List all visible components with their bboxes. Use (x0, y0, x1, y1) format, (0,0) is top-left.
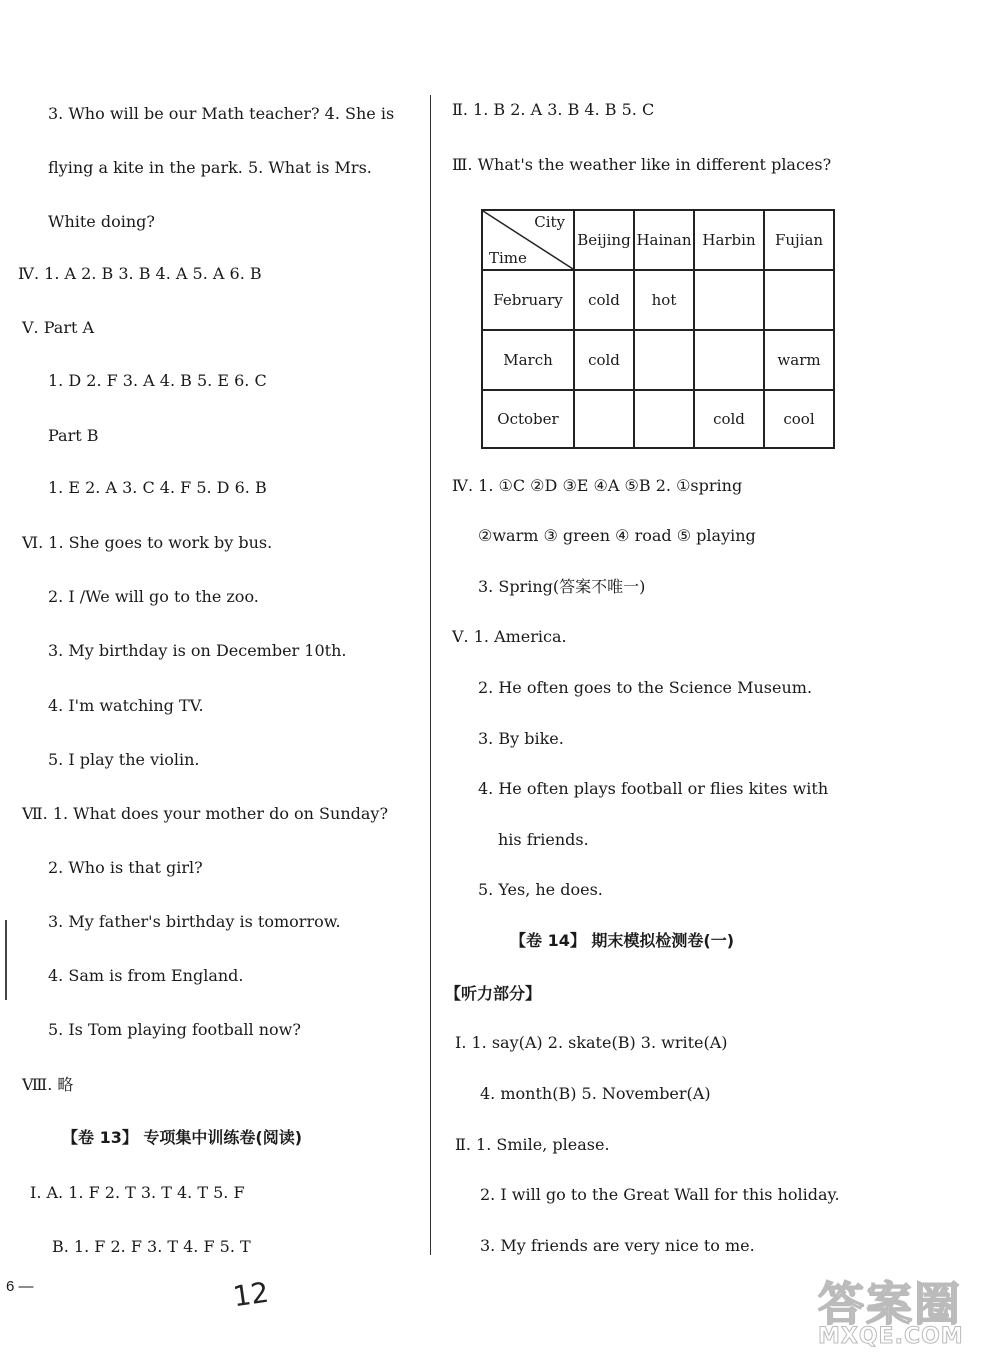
answer-line: 4. month(B) 5. November(A) (480, 1084, 711, 1103)
answer-line: his friends. (498, 830, 589, 849)
table-cell: hot (634, 270, 694, 330)
margin-mark (5, 920, 7, 1000)
column-header: Hainan (634, 210, 694, 270)
corner-city-label: City (534, 213, 565, 231)
answer-line: flying a kite in the park. 5. What is Mrs. (48, 158, 372, 177)
watermark-logo (808, 1268, 988, 1354)
table-corner-cell (482, 210, 574, 270)
weather-table (481, 209, 835, 449)
answer-line: Ⅵ. 1. She goes to work by bus. (22, 533, 273, 552)
answer-line: 4. I'm watching TV. (48, 696, 204, 715)
section-heading: 【卷 14】 期末模拟检测卷(一) (510, 931, 735, 950)
watermark-url: MXQE.COM (818, 1324, 964, 1349)
section-heading: 【卷 13】 专项集中训练卷(阅读) (62, 1128, 303, 1147)
column-header: Beijing (574, 210, 634, 270)
row-label: February (482, 270, 574, 330)
answer-line: 2. He often goes to the Science Museum. (478, 678, 813, 697)
table-cell: cold (694, 390, 764, 448)
table-row (482, 270, 834, 330)
table-cell (694, 270, 764, 330)
corner-time-label: Time (489, 249, 527, 267)
table-cell (574, 390, 634, 448)
answer-line: Ⅲ. What's the weather like in different places? (452, 155, 832, 174)
table-row (482, 390, 834, 448)
table-cell (634, 330, 694, 390)
answer-line: Ⅱ. 1. B 2. A 3. B 4. B 5. C (452, 100, 655, 119)
section-heading: 【听力部分】 (445, 984, 542, 1003)
answer-line: 3. Spring(答案不唯一) (478, 577, 646, 596)
answer-line: Ⅳ. 1. ①C ②D ③E ④A ⑤B 2. ①spring (452, 476, 743, 495)
answer-line: 5. I play the violin. (48, 750, 200, 769)
table-cell: warm (764, 330, 834, 390)
answer-line: Ⅴ. 1. America. (452, 627, 567, 646)
answer-line: Ⅰ. A. 1. F 2. T 3. T 4. T 5. F (30, 1183, 245, 1202)
table-cell: cool (764, 390, 834, 448)
answer-line: B. 1. F 2. F 3. T 4. F 5. T (52, 1237, 251, 1256)
answer-line: 3. My father's birthday is tomorrow. (48, 912, 341, 931)
page-number: 6 — (6, 1278, 34, 1295)
answer-line: 3. By bike. (478, 729, 564, 748)
watermark-text: 答案圈 (818, 1277, 962, 1331)
answer-line: Part B (48, 426, 99, 445)
answer-line: 2. Who is that girl? (48, 858, 203, 877)
table-cell (764, 270, 834, 330)
answer-line: 5. Yes, he does. (478, 880, 603, 899)
answer-line: ②warm ③ green ④ road ⑤ playing (478, 526, 756, 545)
table-cell: cold (574, 330, 634, 390)
row-label: October (482, 390, 574, 448)
answer-line: Ⅴ. Part A (22, 318, 95, 337)
column-header: Fujian (764, 210, 834, 270)
answer-line: 1. E 2. A 3. C 4. F 5. D 6. B (48, 478, 267, 497)
answer-line: Ⅷ. 略 (22, 1075, 74, 1094)
table-row (482, 330, 834, 390)
table-cell (634, 390, 694, 448)
table-cell (694, 330, 764, 390)
column-divider (430, 95, 431, 1255)
answer-line: Ⅱ. 1. Smile, please. (455, 1135, 610, 1154)
answer-line: 4. He often plays football or flies kites with (478, 779, 829, 798)
table-cell: cold (574, 270, 634, 330)
answer-line: 2. I /We will go to the zoo. (48, 587, 259, 606)
answer-line: 3. My friends are very nice to me. (480, 1236, 755, 1255)
answer-line: 3. My birthday is on December 10th. (48, 641, 347, 660)
answer-line: Ⅳ. 1. A 2. B 3. B 4. A 5. A 6. B (18, 264, 262, 283)
answer-line: White doing? (48, 212, 155, 231)
answer-line: Ⅰ. 1. say(A) 2. skate(B) 3. write(A) (455, 1033, 728, 1052)
answer-line: Ⅶ. 1. What does your mother do on Sunday? (22, 804, 389, 823)
answer-line: 3. Who will be our Math teacher? 4. She is (48, 104, 395, 123)
handwritten-number: 12 (230, 1275, 271, 1314)
column-header: Harbin (694, 210, 764, 270)
answer-line: 4. Sam is from England. (48, 966, 244, 985)
row-label: March (482, 330, 574, 390)
table-header-row (482, 210, 834, 270)
answer-line: 5. Is Tom playing football now? (48, 1020, 301, 1039)
answer-line: 1. D 2. F 3. A 4. B 5. E 6. C (48, 371, 267, 390)
answer-line: 2. I will go to the Great Wall for this holiday. (480, 1185, 840, 1204)
